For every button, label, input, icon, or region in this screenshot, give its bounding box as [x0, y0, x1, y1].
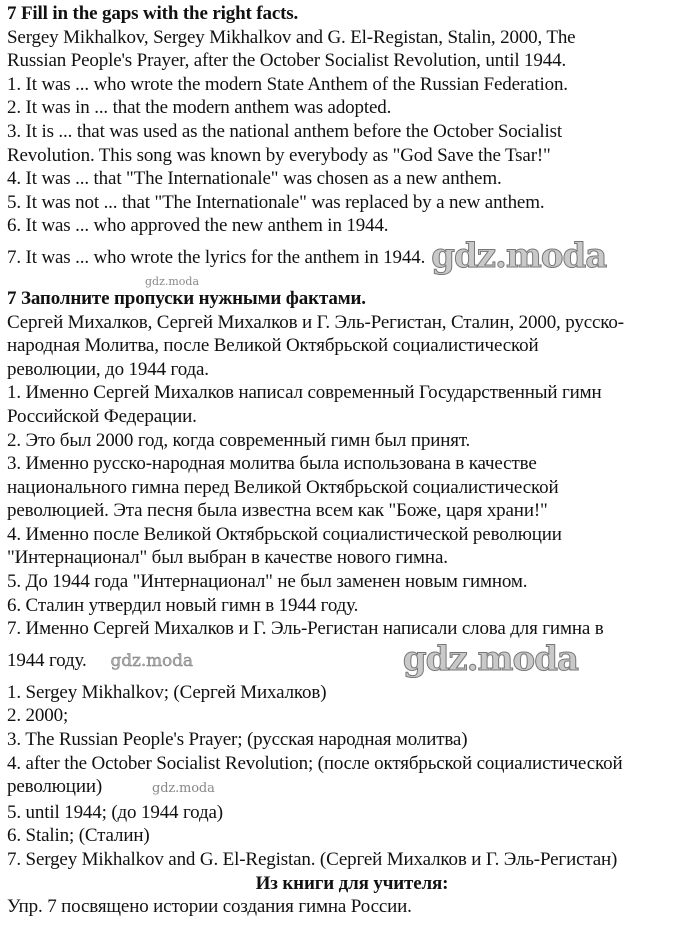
answer-line: 4. after the October Socialist Revolution; (после октябрьской социалистической: [7, 752, 623, 774]
text-line: национального гимна перед Великой Октябрьской социалистической: [7, 476, 559, 498]
text-line: 4. It was ... that "The Internationale" was chosen as a new anthem.: [7, 168, 502, 190]
answer-line: 6. Stalin; (Сталин): [7, 825, 150, 847]
answer-line-with-watermark: [7, 775, 697, 801]
text-line: Сергей Михалков, Сергей Михалков и Г. Эль-Регистан, Сталин, 2000, русско-: [7, 311, 624, 333]
text-line: 5. It was not ... that "The Internationale" was replaced by a new anthem.: [7, 191, 545, 213]
watermark-logo: gdz.moda: [402, 638, 579, 679]
text-line: 7. Именно Сергей Михалков и Г. Эль-Регистан написали слова для гимна в: [7, 618, 604, 640]
text-line: 1. It was ... who wrote the modern State Anthem of the Russian Federation.: [7, 73, 568, 95]
text-line: революции, до 1944 года.: [7, 358, 209, 380]
teacher-note: Упр. 7 посвящено истории создания гимна России.: [7, 896, 412, 918]
text-line-with-watermarks: [7, 638, 697, 679]
exercise-title-ru: 7 Заполните пропуски нужными фактами.: [7, 287, 366, 309]
answer-line: революции): [7, 776, 103, 798]
answer-line: 5. until 1944; (до 1944 года): [7, 801, 223, 823]
text-line: Revolution. This song was known by everybody as "God Save the Tsar!": [7, 144, 551, 166]
text-line: 1944 году.: [7, 649, 87, 671]
watermark-logo: gdz.moda: [431, 235, 607, 276]
answers-section: [7, 681, 697, 919]
text-line-with-watermark: [7, 235, 697, 276]
text-line: 3. It is ... that was used as the national anthem before the October Socialist: [7, 120, 562, 142]
text-line: 6. Сталин утвердил новый гимн в 1944 году.: [7, 594, 359, 616]
text-line: 6. It was ... who approved the new anthem in 1944.: [7, 215, 389, 237]
english-section: [7, 2, 697, 287]
russian-section: [7, 287, 697, 677]
text-line: Российской Федерации.: [7, 405, 197, 427]
text-line: 2. It was in ... that the modern anthem was adopted.: [7, 97, 392, 119]
text-line: 2. Это был 2000 год, когда современный гимн был принят.: [7, 429, 471, 451]
answer-line: 2. 2000;: [7, 705, 69, 727]
text-line: "Интернационал" был выбран в качестве нового гимна.: [7, 547, 448, 569]
text-line: 1. Именно Сергей Михалков написал современный Государственный гимн: [7, 382, 602, 404]
exercise-title-en: 7 Fill in the gaps with the right facts.: [7, 3, 299, 24]
answer-line: 3. The Russian People's Prayer; (русская народная молитва): [7, 729, 468, 751]
watermark-small: gdz.moda: [145, 274, 200, 288]
document: [7, 2, 697, 919]
watermark-small: gdz.moda: [110, 650, 193, 671]
watermark-small: gdz.moda: [152, 781, 215, 797]
answer-line: 7. Sergey Mikhalkov and G. El-Registan. (Сергей Михалков и Г. Эль-Регистан): [7, 849, 618, 870]
answer-line: 1. Sergey Mikhalkov; (Сергей Михалков): [7, 681, 327, 703]
text-line: народная Молитва, после Великой Октябрьской социалистической: [7, 335, 539, 357]
text-line: Russian People's Prayer, after the October Socialist Revolution, until 1944.: [7, 50, 567, 72]
text-line: 3. Именно русско-народная молитва была использована в качестве: [7, 453, 537, 475]
text-line: 4. Именно после Великой Октябрьской социалистической революции: [7, 523, 562, 545]
text-line: Sergey Mikhalkov, Sergey Mikhalkov and G. El-Registan, Stalin, 2000, The: [7, 26, 576, 48]
teacher-heading: Из книги для учителя:: [255, 872, 449, 894]
text-line: революцией. Эта песня была известна всем как "Боже, царя храни!": [7, 500, 548, 522]
text-line: 7. It was ... who wrote the lyrics for the anthem in 1944.: [7, 246, 426, 268]
text-line: 5. До 1944 года "Интернационал" не был заменен новым гимном.: [7, 571, 528, 593]
